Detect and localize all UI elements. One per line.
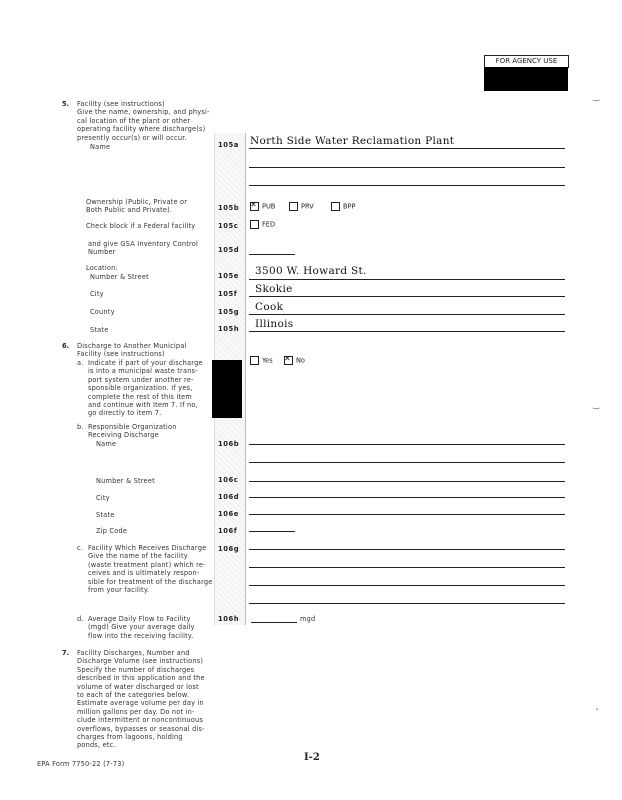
code-106e: 106e bbox=[218, 510, 239, 518]
state-label: State bbox=[90, 326, 109, 334]
ownership-option-pub[interactable]: ✕ PUB bbox=[250, 202, 275, 211]
org-name-label: Name bbox=[96, 440, 117, 448]
county-field[interactable]: Cook bbox=[255, 301, 284, 313]
code-105d: 105d bbox=[218, 246, 240, 254]
code-105b: 105b bbox=[218, 204, 240, 212]
code-105c: 105c bbox=[218, 222, 239, 230]
code-105h: 105h bbox=[218, 325, 240, 333]
code-106c: 106c bbox=[218, 476, 239, 484]
gsa-label: and give GSA Inventory Control Number bbox=[88, 240, 199, 257]
scan-mark-3: ˇ bbox=[595, 708, 599, 717]
state-line bbox=[249, 331, 565, 332]
item-6a-letter: a. bbox=[77, 359, 84, 367]
org-name-line-2 bbox=[249, 462, 565, 463]
org-street-label: Number & Street bbox=[96, 477, 155, 485]
federal-option[interactable]: FED bbox=[250, 220, 275, 229]
city-label: City bbox=[90, 290, 104, 298]
org-state-line bbox=[249, 514, 565, 515]
item-6c-text: Facility Which Receives Discharge Give the name of the facility (waste treatment plant) which re- ceives and is ultimately respon- sible for treatment of the discharge from your facility. bbox=[88, 544, 213, 595]
item-6-title: Discharge to Another Municipal Facility (see instructions) bbox=[77, 342, 187, 359]
no-checkbox[interactable] bbox=[284, 356, 293, 365]
item-6a-text: Indicate if part of your discharge is into a municipal waste trans- port system under another re- sponsible organization. If yes, complete the rest of this item and continue with Item 7. If no, go directly to item 7. bbox=[88, 359, 203, 418]
street-line bbox=[249, 279, 565, 280]
receiving-facility-line-3 bbox=[249, 585, 565, 586]
item-6d-text: Average Daily Flow to Facility (mgd) Give your average daily flow into the receiving facility. bbox=[88, 615, 195, 640]
ownership-label: Ownership (Public, Private or Both Public and Private). bbox=[86, 198, 188, 215]
location-label: Location: bbox=[86, 264, 118, 272]
item-5-instructions: Facility (see instructions) Give the name, ownership, and physi- cal location of the plant or other operating facility where discharge(s) presently occur(s) or will occur. bbox=[77, 100, 210, 142]
org-city-label: City bbox=[96, 494, 110, 502]
redaction-bar-top bbox=[484, 67, 568, 91]
item-6b-letter: b. bbox=[77, 423, 84, 431]
page-number: I-2 bbox=[304, 752, 320, 763]
daily-flow-line bbox=[251, 622, 297, 623]
code-105e: 105e bbox=[218, 272, 239, 280]
name-line-1 bbox=[249, 148, 565, 149]
agency-use-box: FOR AGENCY USE bbox=[484, 55, 569, 68]
code-106f: 106f bbox=[218, 527, 238, 535]
name-line-2 bbox=[249, 167, 565, 168]
org-city-line bbox=[249, 497, 565, 498]
org-zip-line bbox=[249, 531, 295, 532]
street-field[interactable]: 3500 W. Howard St. bbox=[255, 265, 367, 277]
county-line bbox=[249, 314, 565, 315]
receiving-facility-line-4 bbox=[249, 603, 565, 604]
code-106g: 106g bbox=[218, 545, 240, 553]
name-label: Name bbox=[90, 143, 111, 151]
facility-name-field[interactable]: North Side Water Reclamation Plant bbox=[250, 135, 455, 147]
org-state-label: State bbox=[96, 511, 115, 519]
item-6-number: 6. bbox=[62, 342, 70, 350]
org-zip-label: Zip Code bbox=[96, 527, 128, 535]
code-105g: 105g bbox=[218, 308, 240, 316]
mgd-unit-label: mgd bbox=[300, 615, 316, 623]
form-id: EPA Form 7750-22 (7-73) bbox=[37, 760, 125, 768]
item-7-number: 7. bbox=[62, 649, 70, 657]
prv-checkbox[interactable] bbox=[289, 202, 298, 211]
bpp-checkbox[interactable] bbox=[331, 202, 340, 211]
name-line-3 bbox=[249, 185, 565, 186]
code-106h: 106h bbox=[218, 615, 240, 623]
discharge-option-yes[interactable]: Yes bbox=[250, 356, 273, 365]
county-label: County bbox=[90, 308, 115, 316]
org-street-line bbox=[249, 481, 565, 482]
ownership-option-bpp[interactable]: BPP bbox=[331, 202, 355, 211]
scan-mark-1: ‿ bbox=[593, 92, 600, 101]
item-6d-letter: d. bbox=[77, 615, 84, 623]
pub-checkbox[interactable] bbox=[250, 202, 259, 211]
fed-checkbox[interactable] bbox=[250, 220, 259, 229]
code-105f: 105f bbox=[218, 290, 238, 298]
city-field[interactable]: Skokie bbox=[255, 283, 293, 295]
code-105a: 105a bbox=[218, 141, 239, 149]
yes-checkbox[interactable] bbox=[250, 356, 259, 365]
code-106b: 106b bbox=[218, 440, 240, 448]
street-label: Number & Street bbox=[90, 273, 149, 281]
federal-label: Check block if a Federal facility bbox=[86, 222, 196, 230]
gsa-number-line bbox=[249, 254, 295, 255]
item-6b-title: Responsible Organization Receiving Discharge bbox=[88, 423, 177, 440]
item-6c-letter: c. bbox=[77, 544, 84, 552]
scan-mark-2: ‿ bbox=[593, 400, 600, 409]
item-5-number: 5. bbox=[62, 100, 70, 108]
discharge-option-no[interactable]: ✕ No bbox=[284, 356, 305, 365]
org-name-line-1 bbox=[249, 444, 565, 445]
receiving-facility-line-1 bbox=[249, 549, 565, 550]
ownership-option-prv[interactable]: PRV bbox=[289, 202, 314, 211]
state-field[interactable]: Illinois bbox=[255, 318, 294, 330]
city-line bbox=[249, 296, 565, 297]
receiving-facility-line-2 bbox=[249, 567, 565, 568]
code-106d: 106d bbox=[218, 493, 240, 501]
item-7-text: Facility Discharges, Number and Discharge Volume (see instructions) Specify the number of discharges described in this application and the volume of water discharged or lost to each of the categories below. Estimate average volume per day in million gallons per day. Do not in- clude intermittent or noncontinuous overflows, bypasses or seasonal dis- charges from lagoons, holding ponds, etc. bbox=[77, 649, 205, 750]
